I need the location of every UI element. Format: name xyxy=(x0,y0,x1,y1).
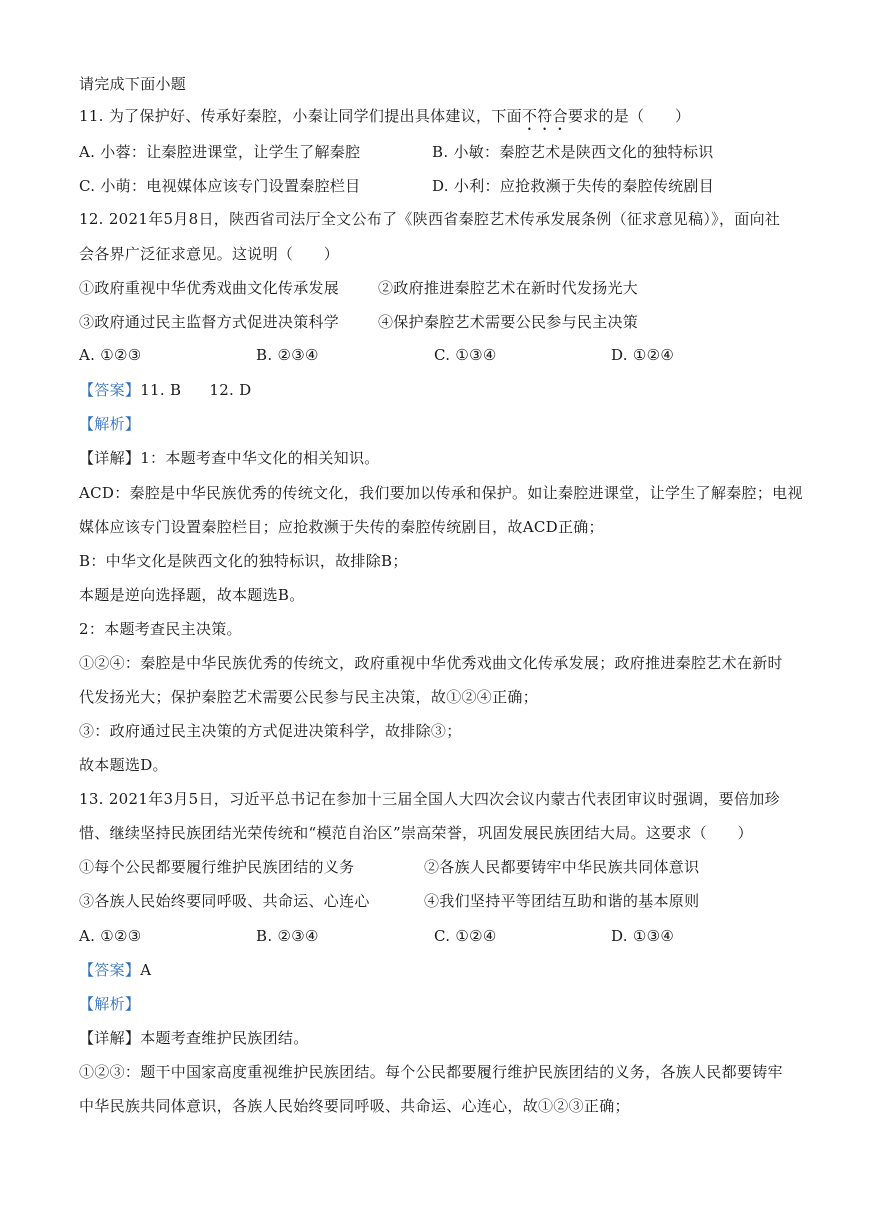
analysis-line: 媒体应该专门设置秦腔栏目；应抢救濒于失传的秦腔传统剧目，故ACD正确； xyxy=(79,518,604,536)
analysis-line: 代发扬光大；保护秦腔艺术需要公民参与民主决策，故①②④正确； xyxy=(79,688,539,706)
q13-stem-line: 惜、继续坚持民族团结光荣传统和“模范自治区”崇高荣誉，巩固发展民族团结大局。这要求（ ） xyxy=(79,824,753,842)
q11-option-b: B. 小敏：秦腔艺术是陕西文化的独特标识 xyxy=(432,143,714,161)
q12-choice-b: B. ②③④ xyxy=(256,346,319,364)
q11-stem-emphasis: 不符合 xyxy=(521,107,568,125)
analysis-line: ③：政府通过民主决策的方式促进决策科学，故排除③； xyxy=(79,722,462,740)
q13-statement-4: ④我们坚持平等团结互助和谐的基本原则 xyxy=(424,892,700,910)
analysis-line: 本题是逆向选择题，故本题选B。 xyxy=(79,586,305,604)
q12-choice-d: D. ①②④ xyxy=(611,346,675,364)
analysis-line: 中华民族共同体意识，各族人民始终要同呼吸、共命运、心连心，故①②③正确； xyxy=(79,1097,630,1115)
q13-choice-b: B. ②③④ xyxy=(256,927,319,945)
analysis-line: ACD：秦腔是中华民族优秀的传统文化，我们要加以传承和保护。如让秦腔进课堂，让学生了解秦腔；电视 xyxy=(79,484,803,502)
detail-label: 【详解】 xyxy=(79,449,141,467)
analysis-line: ①②③：题干中国家高度重视维护民族团结。每个公民都要履行维护民族团结的义务，各族人民都要铸牢 xyxy=(79,1063,783,1081)
analysis-line: ①②④：秦腔是中华民族优秀的传统文，政府重视中华优秀戏曲文化传承发展；政府推进秦腔艺术在新时 xyxy=(79,654,783,672)
q12-stem-line: 会各界广泛征求意见。这说明（ ） xyxy=(79,245,340,263)
answer-11: 11. B xyxy=(140,381,182,399)
q11-stem xyxy=(79,106,690,134)
answer-label: 【答案】 xyxy=(79,381,141,399)
detail-text: 本题考查维护民族团结。 xyxy=(140,1029,309,1047)
q13-stem-line: 13. 2021年3月5日，习近平总书记在参加十三届全国人大四次会议内蒙古代表团审议时强调，要倍加珍 xyxy=(79,790,780,808)
q12-stem-line: 12. 2021年5月8日，陕西省司法厅全文公布了《陕西省秦腔艺术传承发展条例（征求意见稿）》，面向社 xyxy=(79,210,781,228)
answer-label: 【答案】 xyxy=(79,961,141,979)
q13-choice-c: C. ①②④ xyxy=(434,927,497,945)
answer-13: A xyxy=(140,961,152,979)
q12-statement-4: ④保护秦腔艺术需要公民参与民主决策 xyxy=(378,313,639,331)
detail-text: 1：本题考查中华文化的相关知识。 xyxy=(140,449,380,467)
intro-line: 请完成下面小题 xyxy=(79,75,187,93)
q12-choice-c: C. ①③④ xyxy=(434,346,497,364)
answer-line-13 xyxy=(79,960,151,980)
detail-line xyxy=(79,448,380,468)
q12-choice-a: A. ①②③ xyxy=(79,346,142,364)
analysis-label: 【解析】 xyxy=(79,415,141,433)
analysis-line: 故本题选D。 xyxy=(79,756,168,774)
detail-label: 【详解】 xyxy=(79,1029,141,1047)
answer-line-11-12 xyxy=(79,380,252,400)
analysis-line: 2：本题考查民主决策。 xyxy=(79,620,242,638)
q11-option-a: A. 小蓉：让秦腔进课堂，让学生了解秦腔 xyxy=(79,143,361,161)
q13-choice-d: D. ①③④ xyxy=(611,927,675,945)
q13-choice-a: A. ①②③ xyxy=(79,927,142,945)
analysis-line: B：中华文化是陕西文化的独特标识，故排除B； xyxy=(79,552,408,570)
detail-line xyxy=(79,1028,309,1048)
q12-statement-1: ①政府重视中华优秀戏曲文化传承发展 xyxy=(79,279,340,297)
q11-option-d: D. 小利：应抢救濒于失传的秦腔传统剧目 xyxy=(432,177,715,195)
answer-12: 12. D xyxy=(209,381,252,399)
q11-stem-post: 要求的是（ ） xyxy=(567,107,691,125)
q12-statement-2: ②政府推进秦腔艺术在新时代发扬光大 xyxy=(378,279,639,297)
analysis-label: 【解析】 xyxy=(79,995,141,1013)
q13-statement-1: ①每个公民都要履行维护民族团结的义务 xyxy=(79,858,355,876)
q11-option-c: C. 小萌：电视媒体应该专门设置秦腔栏目 xyxy=(79,177,361,195)
q13-statement-3: ③各族人民始终要同呼吸、共命运、心连心 xyxy=(79,892,370,910)
q12-statement-3: ③政府通过民主监督方式促进决策科学 xyxy=(79,313,340,331)
q13-statement-2: ②各族人民都要铸牢中华民族共同体意识 xyxy=(424,858,700,876)
q11-stem-pre: 11. 为了保护好、传承好秦腔，小秦让同学们提出具体建议，下面 xyxy=(79,107,522,125)
